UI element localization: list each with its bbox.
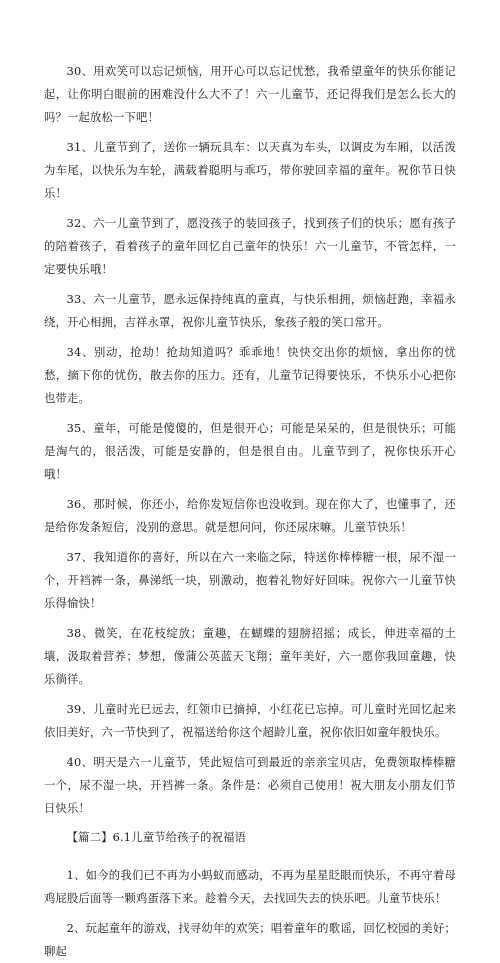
section-heading: 【篇二】6.1儿童节给孩子的祝福语 (66, 831, 247, 844)
section-paragraph-2: 2、玩起童年的游戏，找寻幼年的欢笑；唱着童年的歌谣，回忆校园的美好；聊起 (44, 922, 456, 958)
blessing-paragraph-31: 31、儿童节到了，送你一辆玩具车：以天真为车头，以调皮为车厢，以活泼为车尾，以快乐为车轮，满载着聪明与乖巧，带你驶回幸福的童年。祝你节日快乐！ (44, 141, 456, 200)
blessing-paragraph-38: 38、微笑，在花枝绽放；童趣，在蝴蝶的翅膀招摇；成长，伸进幸福的土壤，汲取着营养；梦想，像蒲公英蓝天飞翔；童年美好，六一愿你我回童趣，快乐徜徉。 (44, 627, 456, 686)
blessing-paragraph-36: 36、那时候，你还小，给你发短信你也没收到。现在你大了，也懂事了，还是给你发条短信，没别的意思。就是想问问，你还尿床嘛。儿童节快乐！ (44, 498, 456, 534)
blessing-paragraph-30: 30、用欢笑可以忘记烦恼，用开心可以忘记忧愁，我希望童年的快乐你能记起，让你明白眼前的困难没什么大不了！六一儿童节，还记得我们是怎么长大的吗？一起放松一下吧！ (44, 65, 456, 124)
blessing-paragraph-32: 32、六一儿童节到了，愿没孩子的装回孩子，找到孩子们的快乐；愿有孩子的陪着孩子，看着孩子的童年回忆自己童年的快乐！六一儿童节，不管怎样，一定要快乐哦！ (44, 217, 456, 276)
blessing-paragraph-35: 35、童年，可能是傻傻的，但是很开心；可能是呆呆的，但是很快乐；可能是淘气的，很活泼，可能是安静的，但是很自由。儿童节到了，祝你快乐开心哦！ (44, 422, 456, 481)
blessing-paragraph-33: 33、六一儿童节，愿永远保持纯真的童真，与快乐相拥，烦恼赶跑，幸福永绕，开心相拥，吉祥永罩，祝你儿童节快乐，象孩子般的笑口常开。 (44, 293, 456, 329)
blessing-paragraph-37: 37、我知道你的喜好，所以在六一来临之际，特送你棒棒糖一根，尿不湿一个，开裆裤一条，鼻涕纸一块，别激动，抱着礼物好好回味。祝你六一儿童节快乐得愉快！ (44, 551, 456, 610)
blessing-paragraph-40: 40、明天是六一儿童节，凭此短信可到最近的亲亲宝贝店，免费领取棒棒糖一个，尿不湿一块，开裆裤一条。条件是：必须自己使用！祝大朋友小朋友们节日快乐！ (44, 756, 456, 815)
blessing-paragraph-39: 39、儿童时光已远去，红领巾已摘掉，小红花已忘掉。可儿童时光回忆起来依旧美好，六一节快到了，祝福送给你这个超龄儿童，祝你依旧如童年般快乐。 (44, 703, 456, 739)
section-paragraph-1: 1、如今的我们已不再为小蚂蚁而感动，不再为星星眨眼而快乐，不再守着母鸡屁股后面等一颗鸡蛋落下来。趁着今天，去找回失去的快乐吧。儿童节快乐！ (44, 869, 456, 905)
blessing-paragraph-34: 34、别动，抢劫！抢劫知道吗？乖乖地！快快交出你的烦恼，拿出你的忧愁，摘下你的忧伤，散去你的压力。还有，儿童节记得要快乐，不快乐小心把你也带走。 (44, 346, 456, 405)
